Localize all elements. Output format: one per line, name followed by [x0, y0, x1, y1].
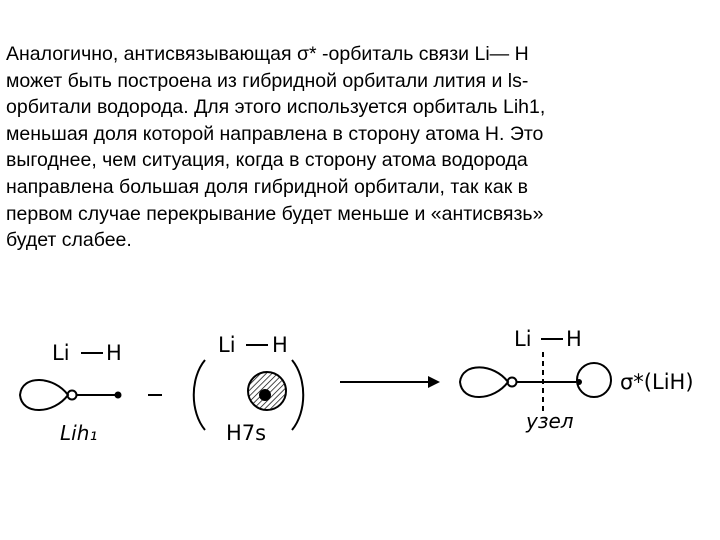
middle-orbital-group — [194, 360, 304, 430]
left-orbital-caption: Lih₁ — [60, 421, 98, 445]
right-h-label: H — [566, 327, 582, 351]
sigma-star-label: σ*(LiH) — [620, 370, 694, 394]
right-li-label: Li — [514, 327, 532, 351]
node-caption: узел — [526, 409, 574, 433]
left-hybrid-orbital — [20, 380, 122, 410]
middle-h-label: H — [272, 333, 288, 357]
body-paragraph: Аналогично, антисвязывающая σ* -орбиталь связи Li— Н может быть построена из гибридной орбитали лития и ls- орбитали водорода. Для этого используется орбиталь Lih1, меньшая доля которой направлена в сторону атома Н. Это выгоднее, чем ситуация, когда в сторону атома водорода направлена большая доля гибридной орбитали, так как в первом случае перекрывание будет меньше и «антисвязь» будет слабее. — [6, 43, 546, 252]
left-h-label: H — [106, 341, 122, 365]
reaction-arrow — [340, 376, 440, 388]
left-li-label: Li — [52, 341, 70, 365]
middle-orbital-caption: H7s — [226, 421, 267, 445]
right-antibonding-orbital — [460, 352, 611, 412]
middle-li-label: Li — [218, 333, 236, 357]
